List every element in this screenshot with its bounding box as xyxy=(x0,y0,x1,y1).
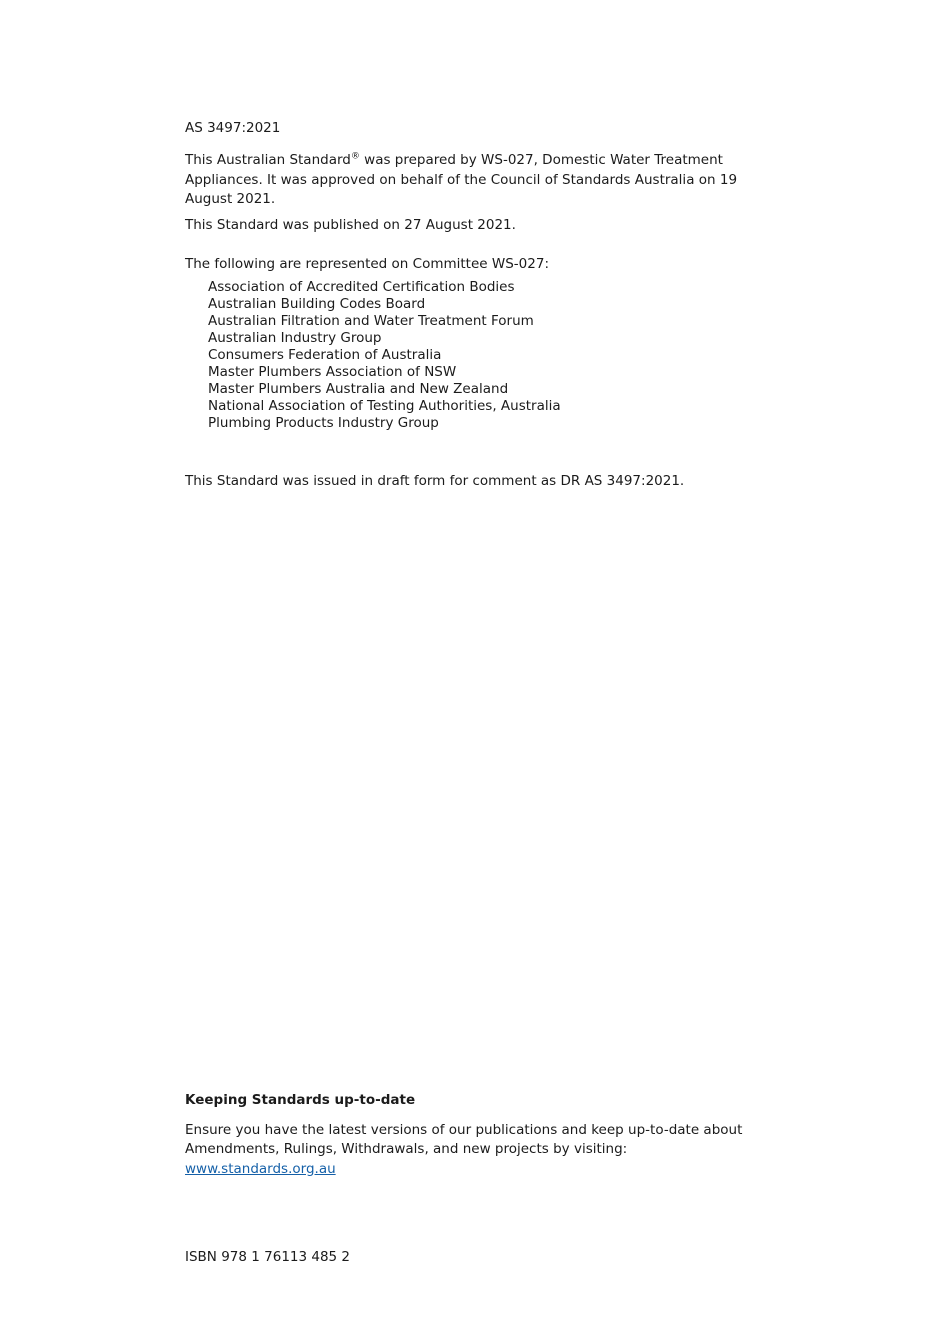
standards-website-line xyxy=(185,1160,775,1180)
committee-intro: The following are represented on Committee WS-027: xyxy=(185,256,549,272)
committee-member: Association of Accredited Certification Bodies xyxy=(208,278,515,295)
isbn-text: ISBN 978 1 76113 485 2 xyxy=(185,1249,351,1265)
registered-trademark-symbol: ® xyxy=(350,151,360,162)
preparation-line-1 xyxy=(185,151,775,171)
preparation-paragraph xyxy=(185,151,775,210)
committee-member: Australian Industry Group xyxy=(208,329,382,346)
published-paragraph: This Standard was published on 27 August 2021. xyxy=(185,216,516,233)
committee-member: Master Plumbers Association of NSW xyxy=(208,363,457,380)
draft-comment-paragraph: This Standard was issued in draft form for comment as DR AS 3497:2021. xyxy=(185,472,685,489)
preparation-line-3: August 2021. xyxy=(185,191,276,207)
keeping-standards-paragraph xyxy=(185,1121,775,1180)
keeping-standards-line-1: Ensure you have the latest versions of our publications and keep up-to-date about xyxy=(185,1121,743,1138)
committee-member: Master Plumbers Australia and New Zealand xyxy=(208,380,509,397)
standard-number: AS 3497:2021 xyxy=(185,120,281,136)
committee-member: Plumbing Products Industry Group xyxy=(208,414,439,431)
committee-member: Consumers Federation of Australia xyxy=(208,346,442,363)
standards-website-link[interactable]: www.standards.org.au xyxy=(185,1160,336,1177)
keeping-standards-heading: Keeping Standards up-to-date xyxy=(185,1092,416,1108)
preparation-line-1-rest: was prepared by WS-027, Domestic Water Treatment xyxy=(359,152,723,168)
keeping-standards-line-2: Amendments, Rulings, Withdrawals, and new projects by visiting: xyxy=(185,1141,628,1157)
committee-member: National Association of Testing Authorities, Australia xyxy=(208,397,561,414)
preparation-line-2: Appliances. It was approved on behalf of the Council of Standards Australia on 19 xyxy=(185,171,738,188)
committee-member: Australian Building Codes Board xyxy=(208,295,426,312)
committee-list xyxy=(185,279,775,432)
preparation-line-1-text: This Australian Standard xyxy=(185,152,351,168)
committee-member: Australian Filtration and Water Treatment Forum xyxy=(208,312,534,329)
